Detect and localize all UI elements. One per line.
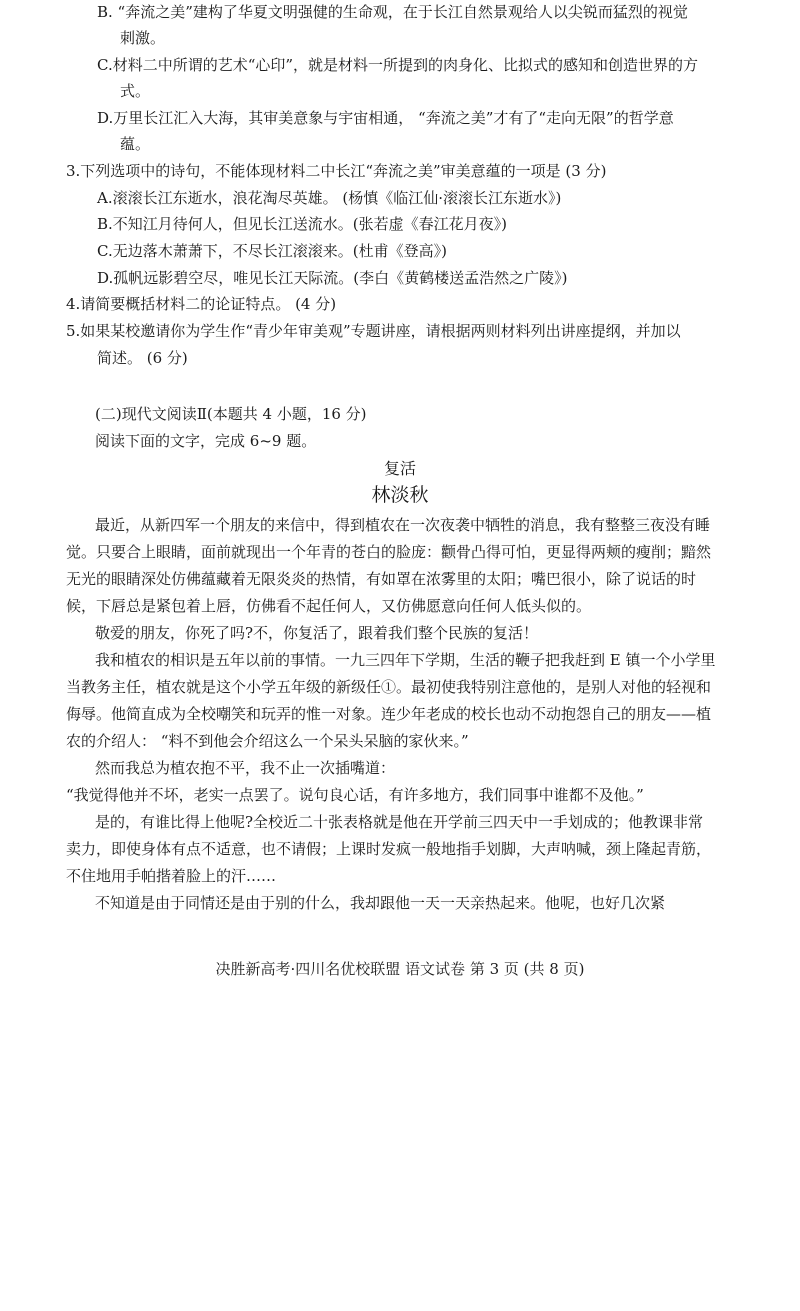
paragraph-line: 无光的眼睛深处仿佛蕴藏着无限炎炎的热情，有如罩在浓雾里的太阳；嘴巴很小，除了说话的时	[66, 570, 697, 588]
section-instruction: 阅读下面的文字，完成 6~9 题。	[95, 432, 317, 450]
paragraph-line: “我觉得他并不坏，老实一点罢了。说句良心话，有许多地方，我们同事中谁都不及他。”	[66, 786, 644, 804]
section-heading: (二)现代文阅读Ⅱ(本题共 4 小题，16 分)	[95, 405, 367, 423]
paragraph-line: 最近，从新四军一个朋友的来信中，得到植农在一次夜袭中牺牲的消息，我有整整三夜没有睡	[95, 516, 711, 534]
q3-option-c: C.无边落木萧萧下，不尽长江滚滚来。(杜甫《登高》)	[97, 242, 447, 260]
paragraph-line: 是的，有谁比得上他呢?全校近二十张表格就是他在开学前三四天中一手划成的；他教课非常	[95, 813, 704, 831]
paragraph-line: 我和植农的相识是五年以前的事情。一九三四年下学期，生活的鞭子把我赶到 E 镇一个小学里	[95, 651, 716, 669]
paragraph-line: 候，下唇总是紧包着上唇，仿佛看不起任何人，又仿佛愿意向任何人低头似的。	[66, 597, 592, 615]
paragraph-line: 觉。只要合上眼睛，面前就现出一个年青的苍白的脸庞：颧骨凸得可怕，更显得两颊的瘦削；黯然	[66, 543, 712, 561]
q2-option-b-line1: B. “奔流之美”建构了华夏文明强健的生命观，在于长江自然景观给人以尖锐而猛烈的视觉	[97, 3, 688, 21]
paragraph-line: 侮辱。他简直成为全校嘲笑和玩弄的惟一对象。连少年老成的校长也动不动抱怨自己的朋友——植	[66, 705, 712, 723]
q5-line1: 5.如果某校邀请你为学生作“青少年审美观”专题讲座，请根据两则材料列出讲座提纲，并加以	[66, 322, 681, 340]
paragraph-line: 卖力，即使身体有点不适意，也不请假；上课时发疯一般地指手划脚，大声呐喊，颈上隆起青筋，	[66, 840, 712, 858]
q2-option-b-line2: 刺激。	[120, 29, 166, 47]
q2-option-c-line1: C.材料二中所谓的艺术“心印”，就是材料一所提到的肉身化、比拟式的感知和创造世界的方	[97, 56, 699, 74]
page-footer: 决胜新高考·四川名优校联盟 语文试卷 第 3 页 (共 8 页)	[215, 960, 585, 978]
q2-option-c-line2: 式。	[120, 82, 151, 100]
paragraph-line: 不知道是由于同情还是由于别的什么，我却跟他一天一天亲热起来。他呢，也好几次紧	[95, 894, 666, 912]
q2-option-d-line2: 蕴。	[120, 135, 151, 153]
q4-stem: 4.请简要概括材料二的论证特点。 (4 分)	[66, 295, 337, 313]
paragraph-line: 然而我总为植农抱不平，我不止一次插嘴道：	[95, 759, 396, 777]
paragraph-line: 敬爱的朋友，你死了吗?不，你复活了，跟着我们整个民族的复活！	[95, 624, 539, 642]
q3-option-b: B.不知江月待何人，但见长江送流水。(张若虚《春江花月夜》)	[97, 215, 507, 233]
paragraph-line: 不住地用手帕揩着脸上的汗……	[66, 867, 277, 885]
paragraph-line: 农的介绍人： “料不到他会介绍这么一个呆头呆脑的家伙来。”	[66, 732, 469, 750]
q2-option-d-line1: D.万里长江汇入大海，其审美意象与宇宙相通， “奔流之美”才有了“走向无限”的哲学意	[97, 109, 674, 127]
q3-option-a: A.滚滚长江东逝水，浪花淘尽英雄。 (杨慎《临江仙·滚滚长江东逝水》)	[97, 189, 562, 207]
article-title: 复活	[383, 459, 416, 478]
article-author: 林淡秋	[371, 484, 429, 506]
q3-option-d: D.孤帆远影碧空尽，唯见长江天际流。(李白《黄鹤楼送孟浩然之广陵》)	[97, 269, 568, 287]
q5-line2: 简述。 (6 分)	[97, 349, 188, 367]
paragraph-line: 当教务主任，植农就是这个小学五年级的新级任①。最初使我特别注意他的，是别人对他的轻视和	[66, 678, 712, 696]
q3-stem: 3.下列选项中的诗句，不能体现材料二中长江“奔流之美”审美意蕴的一项是 (3 分)	[66, 162, 607, 180]
